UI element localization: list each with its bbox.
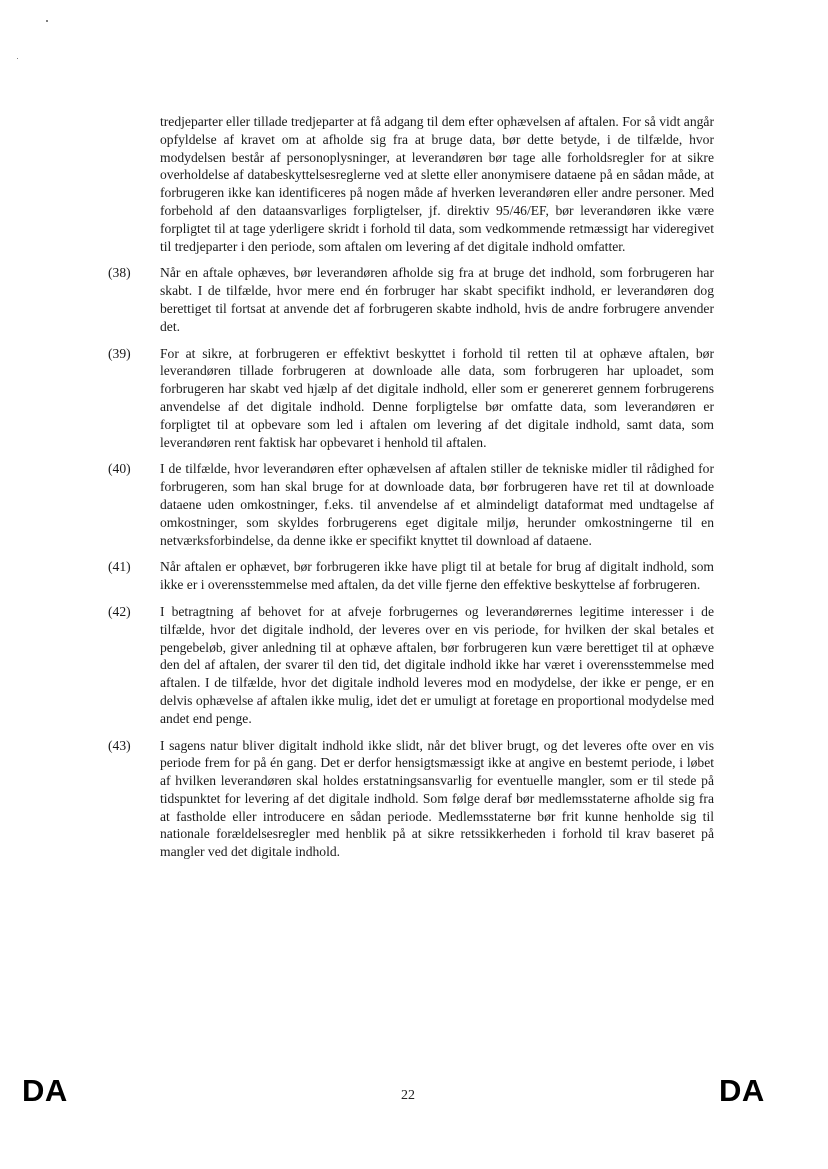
language-code-left: DA — [22, 1073, 68, 1108]
recital-number: (39) — [108, 345, 131, 361]
recital-42 — [108, 603, 714, 728]
recital-text: I betragtning af behovet for at afveje forbrugernes og leverandørernes legitime interesser i de tilfælde, hvor det digitale indhold, der leveres over en vis periode, for hvilken der skal betales et pengebeløb, giver anledning til at ophæve aftalen, bør forbrugeren kun være berettiget til at ophæve den del af aftalen, der svarer til den tid, det digitale indhold ikke har været i overensstemmelse med aftalen. I de tilfælde, hvor det digitale indhold leveres mod en modydelse, der ikke er penge, er en delvis ophævelse af aftalen ikke mulig, idet det er umuligt at foretage en proportional modydelse med andet end penge. — [160, 603, 714, 726]
recital-43 — [108, 737, 714, 862]
recital-number: (40) — [108, 461, 131, 477]
recital-text: tredjeparter eller tillade tredjeparter at få adgang til dem efter ophævelsen af aftalen. For så vidt angår opfyldelse af kravet om at afholde sig fra at bruge data, bør dette betyde, i de tilfælde, hvor modydelsen består af personoplysninger, at leverandøren bør tage alle forholdsregler for at sikre overholdelse af databeskyttelsesreglerne ved at slette eller anonymisere dataene på en sådan måde, at forbrugeren ikke kan identificeres på nogen måde af hverken leverandøren eller andre personer. Med forbehold af den dataansvarliges forpligtelser, jf. direktiv 95/46/EF, bør leverandøren ikke være forpligtet til at tage yderligere skridt i forhold til data, som vedkommende retmæssigt har videregivet til tredjeparter i den periode, som aftalen om levering af det digitale indhold omfatter. — [160, 114, 714, 254]
language-code-right: DA — [719, 1073, 765, 1108]
page-number: 22 — [401, 1088, 415, 1103]
recital-38 — [108, 264, 714, 335]
recital-41 — [108, 558, 714, 594]
scan-speck-1 — [46, 20, 48, 22]
recital-continuation — [108, 113, 714, 255]
recital-number: (38) — [108, 265, 131, 281]
recital-40 — [108, 460, 714, 549]
recital-number: (43) — [108, 737, 131, 753]
document-body — [108, 113, 714, 870]
recital-text: Når en aftale ophæves, bør leverandøren afholde sig fra at bruge det indhold, som forbrugeren har skabt. I de tilfælde, hvor mere end én forbruger har skabt specifikt indhold, er leverandøren dog berettiget til fortsat at anvende det af forbrugeren skabte indhold, hvis de andre forbrugere anvender det. — [160, 265, 714, 334]
recital-number: (42) — [108, 603, 131, 619]
recital-text: Når aftalen er ophævet, bør forbrugeren ikke have pligt til at betale for brug af digitalt indhold, som ikke er i overensstemmelse med aftalen, da det ville fjerne den effektive beskyttelse af forbrugeren. — [160, 559, 714, 593]
recital-text: I sagens natur bliver digitalt indhold ikke slidt, når det bliver brugt, og det leveres ofte over en vis periode frem for på én gang. Det er derfor hensigtsmæssigt ikke at angive en bestemt periode, i løbet af hvilken leverandøren skal holdes erstatningsansvarlig for eventuelle mangler, som er til stede på tidspunktet for levering af det digitale indhold. Som følge deraf bør medlemsstaterne afholde sig fra at fastholde eller introducere en sådan periode. Medlemsstaterne bør frit kunne henholde sig til nationale forældelsesregler med henblik på at sikre retssikkerheden i forhold til krav baseret på mangler ved det digitale indhold. — [160, 737, 714, 860]
recital-text: I de tilfælde, hvor leverandøren efter ophævelsen af aftalen stiller de tekniske midler til rådighed for forbrugeren, som han skal bruge for at downloade data, bør forbrugeren have ret til at downloade dataene uden omkostninger, f.eks. til anvendelse af et almindeligt dataformat med undtagelse af omkostninger, som skyldes forbrugerens eget digitale miljø, herunder omkostningerne til en netværksforbindelse, da denne ikke er specifikt knyttet til download af dataene. — [160, 461, 714, 548]
recital-text: For at sikre, at forbrugeren er effektivt beskyttet i forhold til retten til at ophæve aftalen, bør leverandøren tillade forbrugeren at downloade alle data, som forbrugeren har uploadet, som forbrugeren har skabt ved hjælp af det digitale indhold, eller som er genereret gennem forbrugerens anvendelse af det digitale indhold. Denne forpligtelse bør omfatte data, som leverandøren er forpligtet til at opbevare som led i aftalen om levering af det digitale indhold, samt data, som leverandøren rent faktisk har opbevaret i henhold til aftalen. — [160, 345, 714, 450]
recital-39 — [108, 345, 714, 452]
recital-number: (41) — [108, 559, 131, 575]
scan-speck-2 — [17, 58, 18, 59]
